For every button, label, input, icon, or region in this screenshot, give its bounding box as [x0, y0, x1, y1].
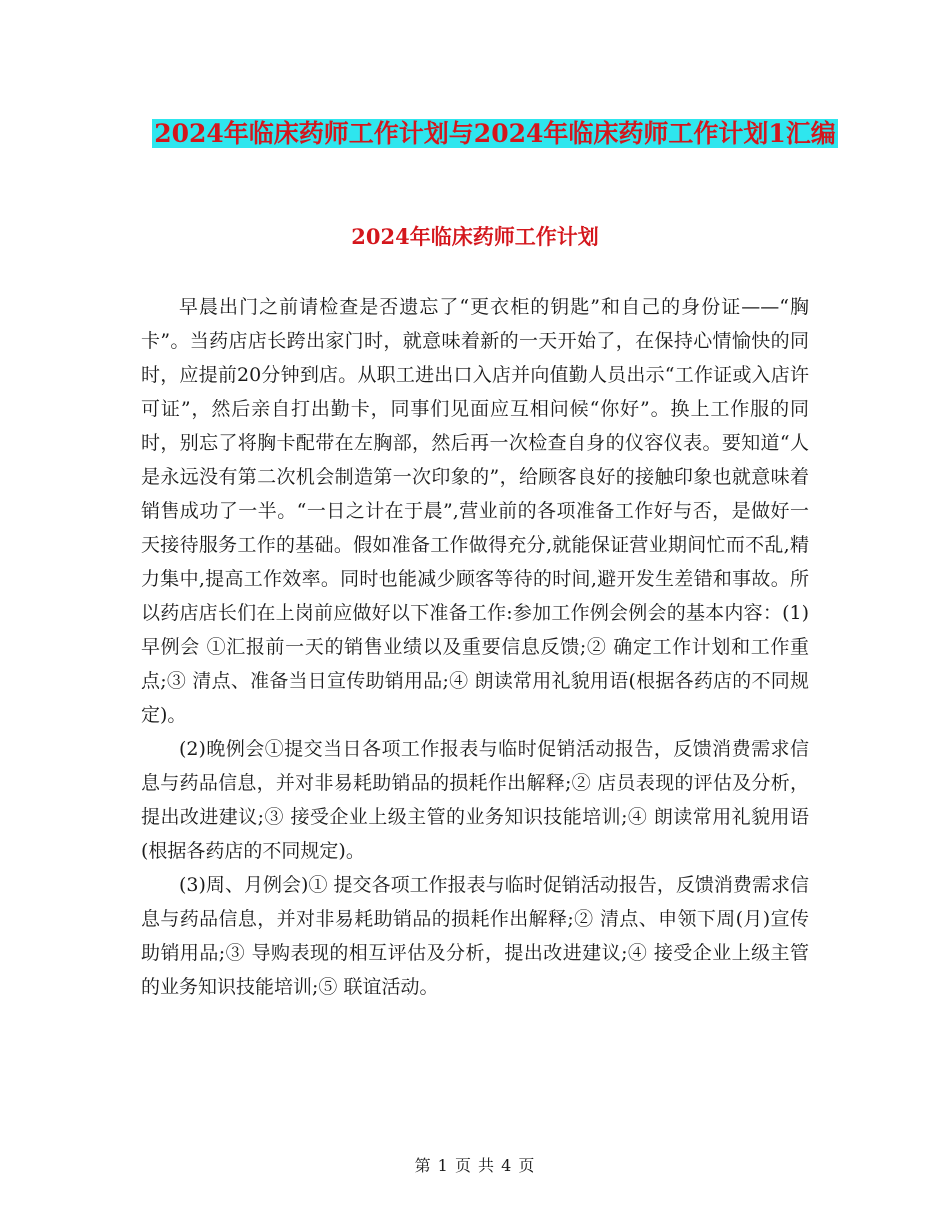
paragraph: 早晨出门之前请检查是否遗忘了“更衣柜的钥匙”和自己的身份证——“胸卡”。当药店店长跨出家门时，就意味着新的一天开始了，在保持心情愉快的同时，应提前20分钟到店。从职工进出口入店并向值勤人员出示“工作证或入店许可证”，然后亲自打出勤卡，同事们见面应互相问候“你好”。换上工作服的同时，别忘了将胸卡配带在左胸部，然后再一次检查自身的仪容仪表。要知道“人是永远没有第二次机会制造第一次印象的”，给顾客良好的接触印象也就意味着销售成功了一半。“一日之计在于晨”,营业前的各项准备工作好与否，是做好一天接待服务工作的基础。假如准备工作做得充分,就能保证营业期间忙而不乱,精力集中,提高工作效率。同时也能减少顾客等待的时间,避开发生差错和事故。所以药店店长们在上岗前应做好以下准备工作:参加工作例会例会的基本内容：(1)早例会 ①汇报前一天的销售业绩以及重要信息反馈;② 确定工作计划和工作重点;③ 清点、准备当日宣传助销用品;④ 朗读常用礼貌用语(根据各药店的不同规定)。 — [141, 296, 809, 726]
document-title-text: 2024年临床药师工作计划与2024年临床药师工作计划1汇编 — [154, 119, 836, 148]
paragraph: (2)晚例会①提交当日各项工作报表与临时促销活动报告，反馈消费需求信息与药品信息，并对非易耗助销品的损耗作出解释;② 店员表现的评估及分析，提出改进建议;③ 接受企业上级主管的业务知识技能培训;④ 朗读常用礼貌用语(根据各药店的不同规定)。 — [141, 738, 809, 862]
body-text — [141, 290, 809, 1004]
paragraph: (3)周、月例会)① 提交各项工作报表与临时促销活动报告，反馈消费需求信息与药品信息，并对非易耗助销品的损耗作出解释;② 清点、申领下周(月)宣传助销用品;③ 导购表现的相互评估及分析，提出改进建议;④ 接受企业上级主管的业务知识技能培训;⑤ 联谊活动。 — [141, 874, 809, 998]
page-number: 第 1 页 共 4 页 — [414, 1156, 536, 1175]
document-title — [140, 111, 850, 157]
section-title: 2024年临床药师工作计划 — [351, 224, 599, 249]
